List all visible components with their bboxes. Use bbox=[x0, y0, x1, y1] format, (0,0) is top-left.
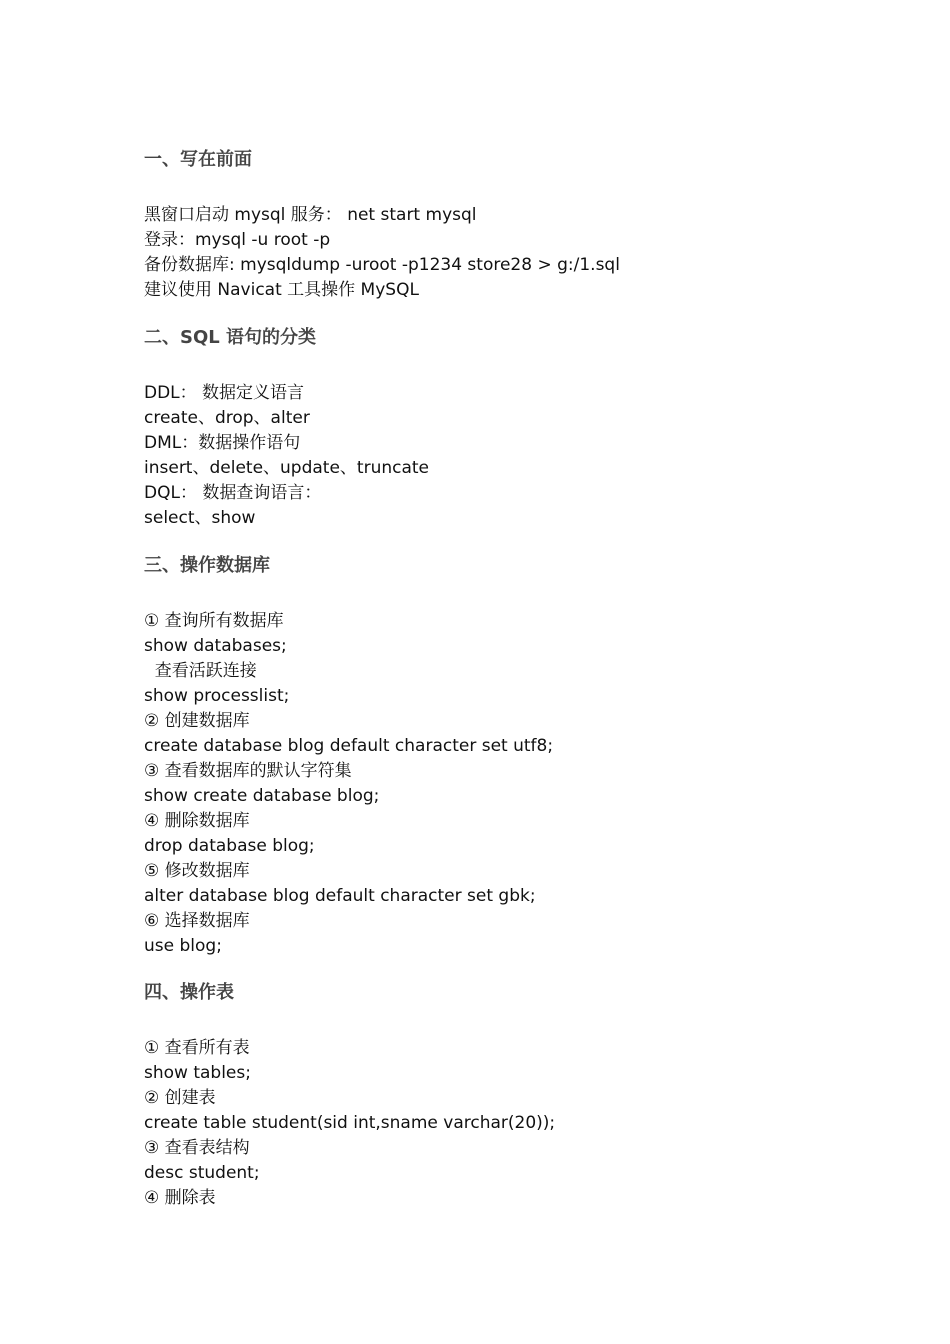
section-heading: 一、写在前面 bbox=[144, 149, 252, 170]
text-line: alter database blog default character set gbk; bbox=[144, 886, 536, 906]
text-line: show processlist; bbox=[144, 686, 290, 706]
text-line: ② 创建表 bbox=[144, 1088, 216, 1108]
text-line: show databases; bbox=[144, 636, 287, 656]
text-line: use blog; bbox=[144, 936, 222, 956]
text-line: insert、delete、update、truncate bbox=[144, 458, 430, 478]
section-heading: 三、操作数据库 bbox=[144, 555, 270, 576]
section-sql-classification bbox=[144, 326, 904, 531]
text-line: drop database blog; bbox=[144, 836, 315, 856]
text-line: DDL： 数据定义语言 bbox=[144, 383, 305, 403]
text-line: 备份数据库: mysqldump -uroot -p1234 store28 > g:/1.sql bbox=[144, 255, 620, 275]
section-database-operations bbox=[144, 554, 904, 959]
section-preface bbox=[144, 148, 904, 303]
text-line: select、show bbox=[144, 508, 256, 528]
text-line: ⑤ 修改数据库 bbox=[144, 861, 250, 881]
section-heading: 四、操作表 bbox=[144, 982, 234, 1003]
text-line: ① 查看所有表 bbox=[144, 1038, 250, 1058]
text-line: ③ 查看表结构 bbox=[144, 1138, 250, 1158]
text-line: ③ 查看数据库的默认字符集 bbox=[144, 761, 352, 781]
text-line: 查看活跃连接 bbox=[144, 661, 257, 681]
section-body bbox=[144, 609, 904, 959]
text-line: show create database blog; bbox=[144, 786, 380, 806]
section-body bbox=[144, 1036, 904, 1211]
text-line: DQL： 数据查询语言： bbox=[144, 483, 322, 503]
text-line: ② 创建数据库 bbox=[144, 711, 250, 731]
text-line: 建议使用 Navicat 工具操作 MySQL bbox=[144, 280, 419, 300]
text-line: 黑窗口启动 mysql 服务： net start mysql bbox=[144, 205, 477, 225]
text-line: create、drop、alter bbox=[144, 408, 310, 428]
text-line: ⑥ 选择数据库 bbox=[144, 911, 250, 931]
section-table-operations bbox=[144, 981, 904, 1211]
section-body bbox=[144, 203, 904, 303]
text-line: 登录：mysql -u root -p bbox=[144, 230, 331, 250]
section-body bbox=[144, 381, 904, 531]
text-line: show tables; bbox=[144, 1063, 251, 1083]
text-line: create database blog default character set utf8; bbox=[144, 736, 554, 756]
text-line: ④ 删除表 bbox=[144, 1188, 216, 1208]
section-heading: 二、SQL 语句的分类 bbox=[144, 327, 317, 348]
text-line: create table student(sid int,sname varchar(20)); bbox=[144, 1113, 556, 1133]
text-line: ① 查询所有数据库 bbox=[144, 611, 284, 631]
text-line: DML：数据操作语句 bbox=[144, 433, 301, 453]
text-line: ④ 删除数据库 bbox=[144, 811, 250, 831]
text-line: desc student; bbox=[144, 1163, 260, 1183]
